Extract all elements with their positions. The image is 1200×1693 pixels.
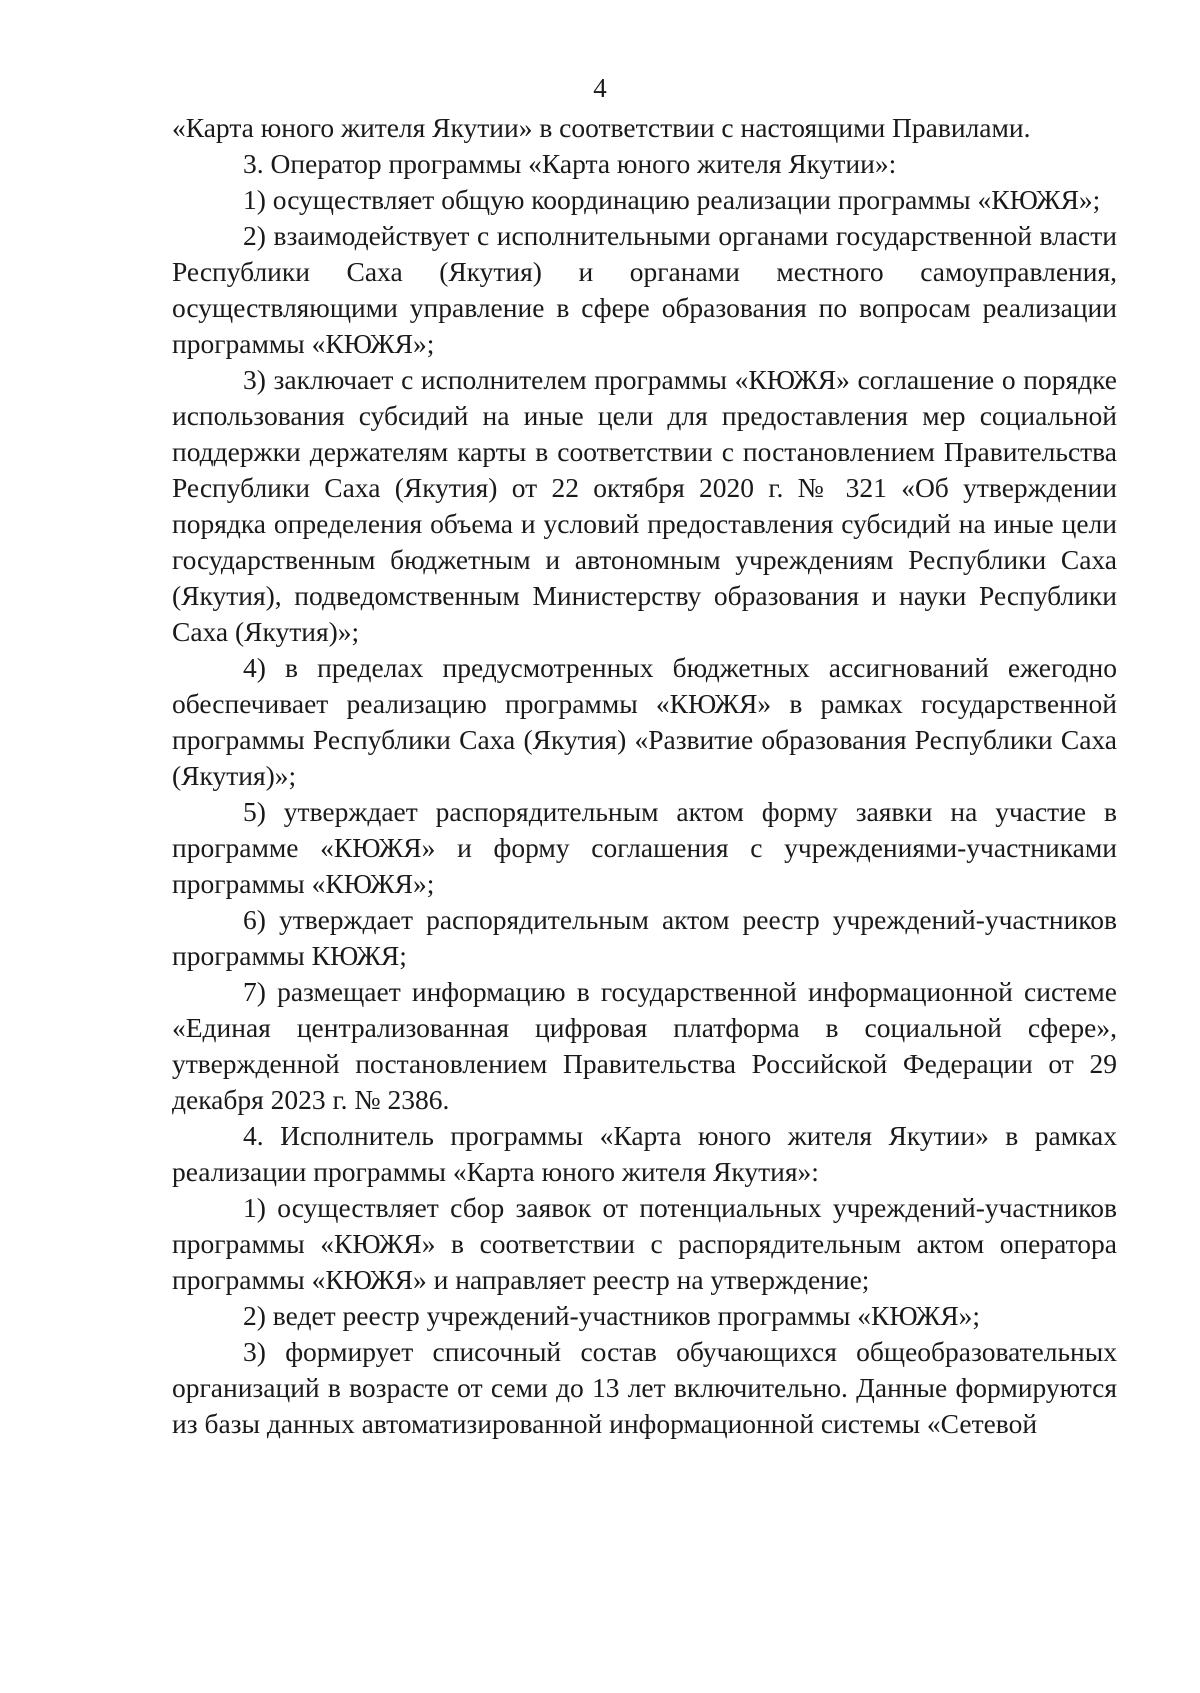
paragraph: 3. Оператор программы «Карта юного жителя Якутии»: [243,148,897,179]
paragraph: 1) осуществляет сбор заявок от потенциальных учреждений-участников программы «КЮЖЯ» в соответствии с распорядительным актом оператора программы «КЮЖЯ» и направляет реестр на утверждение; [172,1192,1117,1295]
paragraph: 4) в пределах предусмотренных бюджетных ассигнований ежегодно обеспечивает реализацию программы «КЮЖЯ» в рамках государственной программы Республики Саха (Якутия) «Развитие образования Республики Саха (Якутия)»; [172,652,1117,791]
paragraph: 7) размещает информацию в государственной информационной системе «Единая централизованная цифровая платформа в социальной сфере», утвержденной постановлением Правительства Российской Федерации от 29 декабря 2023 г. № 2386. [172,976,1117,1115]
paragraph: 2) ведет реестр учреждений-участников программы «КЮЖЯ»; [243,1300,981,1331]
paragraph: 4. Исполнитель программы «Карта юного жителя Якутии» в рамках реализации программы «Карта юного жителя Якутия»: [172,1120,1117,1187]
document-body [172,110,1117,1442]
paragraph: 3) заключает с исполнителем программы «КЮЖЯ» соглашение о порядке использования субсидий на иные цели для предоставления мер социальной поддержки держателям карты в соответствии с постановлением Правительства Республики Саха (Якутия) от 22 октября 2020 г. № 321 «Об утверждении порядка определения объема и условий предоставления субсидий на иные цели государственным бюджетным и автономным учреждениям Республики Саха (Якутия), подведомственным Министерству образования и науки Республики Саха (Якутия)»; [172,364,1117,647]
page-number: 4 [593,73,607,103]
paragraph: 2) взаимодействует с исполнительными органами государственной власти Республики Саха (Якутия) и органами местного самоуправления, осуществляющими управление в сфере образования по вопросам реализации программы «КЮЖЯ»; [172,220,1117,359]
paragraph: 3) формирует списочный состав обучающихся общеобразовательных организаций в возрасте от семи до 13 лет включительно. Данные формируются из базы данных автоматизированной информационной системы «Сетевой [172,1336,1117,1439]
paragraph: «Карта юного жителя Якутии» в соответствии с настоящими Правилами. [172,112,1031,143]
paragraph: 6) утверждает распорядительным актом реестр учреждений-участников программы КЮЖЯ; [172,904,1117,971]
paragraph: 5) утверждает распорядительным актом форму заявки на участие в программе «КЮЖЯ» и форму соглашения с учреждениями-участниками программы «КЮЖЯ»; [172,796,1117,899]
paragraph: 1) осуществляет общую координацию реализации программы «КЮЖЯ»; [243,184,1101,215]
